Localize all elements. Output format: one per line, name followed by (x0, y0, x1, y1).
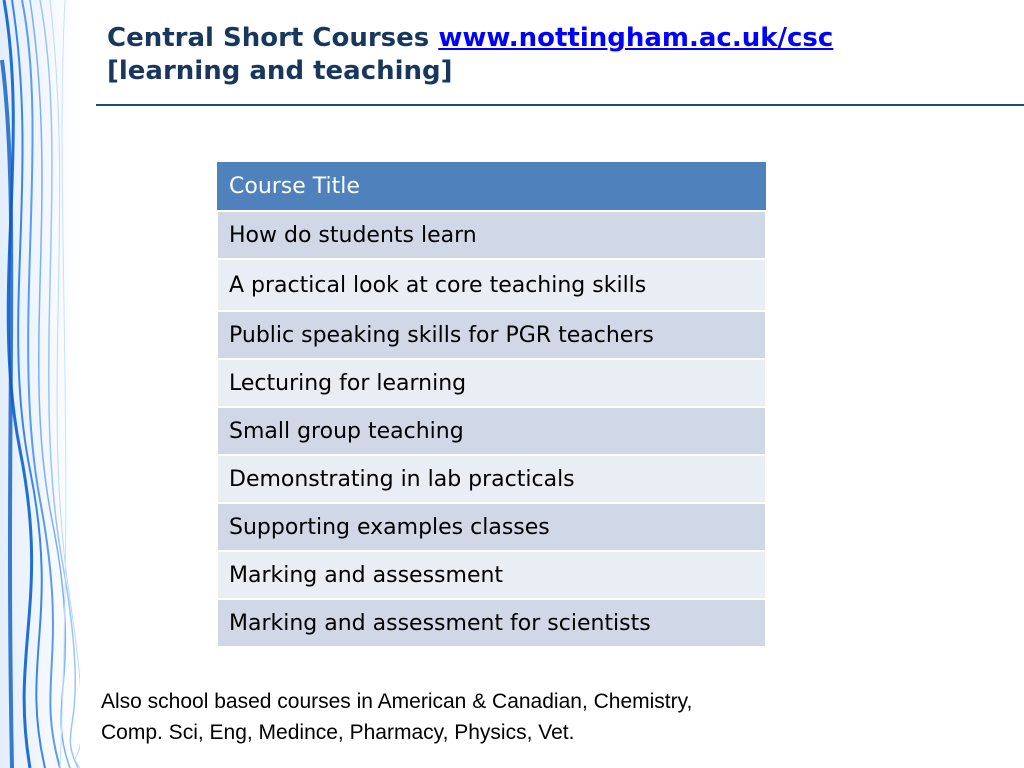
table-row (218, 211, 766, 259)
table-row (218, 455, 766, 503)
table-cell: Demonstrating in lab practicals (218, 455, 766, 503)
title-divider (96, 104, 1024, 106)
slide-title (107, 22, 1007, 88)
table-row (218, 359, 766, 407)
table-row (218, 599, 766, 647)
course-table (217, 160, 766, 648)
table-cell: Marking and assessment (218, 551, 766, 599)
column-header-course-title: Course Title (218, 161, 766, 211)
footnote-text (101, 686, 861, 748)
title-prefix: Central Short Courses (107, 23, 430, 53)
table-row (218, 407, 766, 455)
table-cell: Small group teaching (218, 407, 766, 455)
title-subtitle: [learning and teaching] (107, 56, 453, 86)
table-row (218, 311, 766, 359)
table-row (218, 551, 766, 599)
table-cell: A practical look at core teaching skills (218, 259, 766, 311)
table-cell: Supporting examples classes (218, 503, 766, 551)
table-cell: How do students learn (218, 211, 766, 259)
table-row (218, 259, 766, 311)
table-cell: Marking and assessment for scientists (218, 599, 766, 647)
csc-website-link[interactable]: www.nottingham.ac.uk/csc (438, 23, 834, 53)
footnote-line-1: Also school based courses in American & Canadian, Chemistry, (101, 690, 693, 713)
decorative-wave-lines (0, 0, 80, 768)
table-header-row (218, 161, 766, 211)
table-row (218, 503, 766, 551)
table-cell: Public speaking skills for PGR teachers (218, 311, 766, 359)
footnote-line-2: Comp. Sci, Eng, Medince, Pharmacy, Physics, Vet. (101, 721, 575, 744)
table-cell: Lecturing for learning (218, 359, 766, 407)
